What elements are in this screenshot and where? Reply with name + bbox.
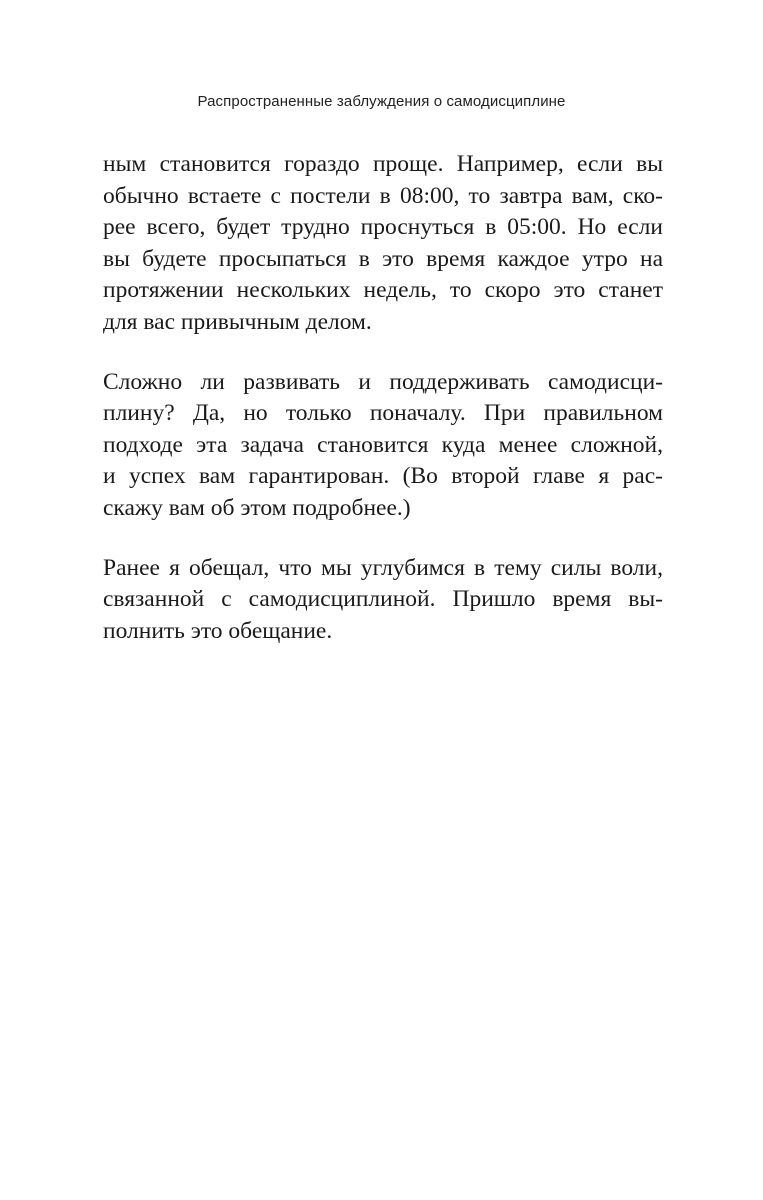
text-line: протяжении нескольких недель, то скоро это станет — [103, 277, 663, 304]
body-text — [103, 149, 663, 675]
text-line: для вас привычным делом. — [103, 308, 372, 335]
text-line: Ранее я обещал, что мы углубимся в тему силы воли, — [103, 554, 663, 581]
paragraph-2 — [103, 367, 663, 525]
text-line: полнить это обещание. — [103, 617, 333, 644]
paragraph-1 — [103, 149, 663, 339]
text-line: Сложно ли развивать и поддерживать самодисци- — [103, 368, 663, 395]
text-line: подходе эта задача становится куда менее сложной, — [103, 431, 663, 458]
text-line: скажу вам об этом подробнее.) — [103, 494, 411, 521]
text-line: связанной с самодисциплиной. Пришло время вы- — [103, 586, 663, 613]
text-line: вы будете просыпаться в это время каждое утро на — [103, 245, 663, 272]
text-line: рее всего, будет трудно проснуться в 05:00. Но если — [103, 214, 663, 241]
paragraph-3 — [103, 553, 663, 648]
text-line: обычно встаете с постели в 08:00, то завтра вам, ско- — [103, 182, 663, 209]
running-header: Распространенные заблуждения о самодисциплине — [197, 93, 566, 110]
text-line: и успех вам гарантирован. (Во второй главе я рас- — [103, 463, 663, 490]
text-line: плину? Да, но только поначалу. При правильном — [103, 400, 663, 427]
text-line: ным становится гораздо проще. Например, если вы — [103, 151, 663, 177]
